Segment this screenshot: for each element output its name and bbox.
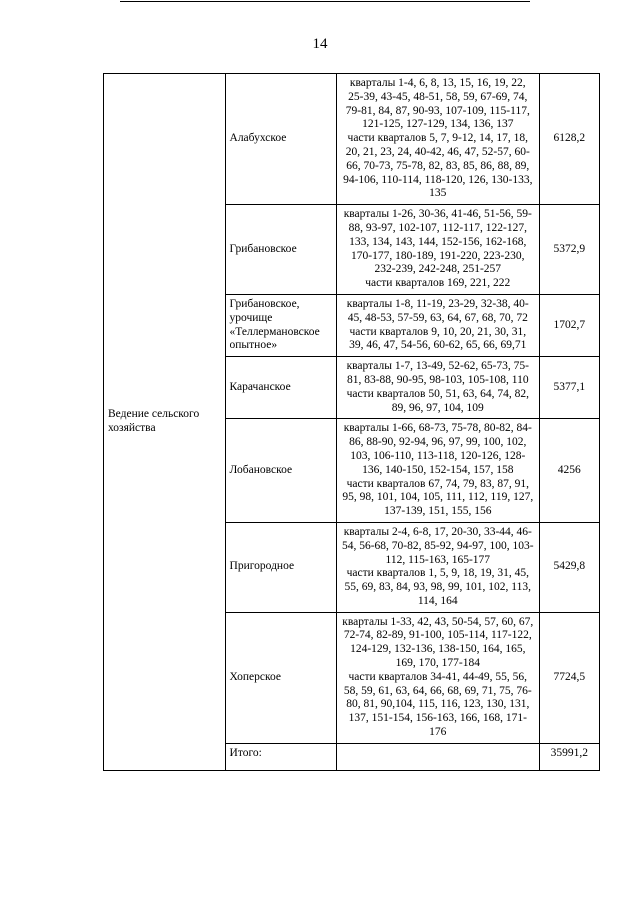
quarter-parts-list: части кварталов 9, 10, 20, 21, 30, 31, 39, 46, 47, 54-56, 60-62, 65, 66, 69,71: [349, 325, 527, 352]
total-area-value: 35991,2: [539, 743, 599, 770]
quarter-parts-list: части кварталов 5, 7, 9-12, 14, 17, 18, 20, 21, 23, 24, 40-42, 46, 47, 52-57, 60-66, 70-73, 75-78, 82, 83, 85, 86, 88, 89, 94-106, 110-114, 118-120, 126, 130-133, 135: [343, 132, 533, 200]
quarter-parts-list: части кварталов 169, 221, 222: [365, 277, 511, 290]
quarters-cell: [337, 294, 539, 356]
quarters-cell: [337, 74, 539, 205]
forestry-name: Карачанское: [225, 357, 337, 419]
area-value: 5429,8: [539, 522, 599, 612]
quarters-list: кварталы 1-7, 13-49, 52-62, 65-73, 75-81, 83-88, 90-95, 98-103, 105-108, 110: [346, 360, 529, 386]
forestry-name: Пригородное: [225, 522, 337, 612]
total-label: Итого:: [225, 743, 337, 770]
quarters-list: кварталы 1-8, 11-19, 23-29, 32-38, 40-45, 48-53, 57-59, 63, 64, 67, 68, 70, 72: [346, 297, 529, 324]
quarters-cell: [337, 612, 539, 743]
quarters-cell: [337, 419, 539, 523]
area-value: 1702,7: [539, 294, 599, 356]
quarters-list: кварталы 1-26, 30-36, 41-46, 51-56, 59-88, 93-97, 102-107, 112-117, 122-127, 133, 134, 143, 144, 152-156, 162-168, 170-177, 180-189, 191-220, 223-230, 232-239, 242-248, 251-257: [343, 208, 532, 276]
quarters-list: кварталы 2-4, 6-8, 17, 20-30, 33-44, 46-54, 56-68, 70-82, 85-92, 94-97, 100, 103-112, 115-163, 165-177: [341, 525, 534, 566]
quarters-cell: [337, 205, 539, 295]
page-number: 14: [312, 36, 328, 52]
table-row: [104, 74, 600, 205]
forestry-name: Лобановское: [225, 419, 337, 523]
area-value: 6128,2: [539, 74, 599, 205]
quarter-parts-list: части кварталов 34-41, 44-49, 55, 56, 58, 59, 61, 63, 64, 66, 68, 69, 71, 75, 76-80, 81, 90,104, 115, 116, 123, 130, 131, 137, 151-154, 156-163, 166, 168, 171-176: [343, 670, 532, 739]
forestry-name: Алабухское: [225, 74, 337, 205]
quarters-list: кварталы 1-66, 68-73, 75-78, 80-82, 84-86, 88-90, 92-94, 96, 97, 99, 100, 102, 103, 106-110, 113-118, 120-126, 128-136, 140-150, 152-154, 157, 158: [343, 422, 532, 476]
top-rule: [120, 1, 530, 2]
quarter-parts-list: части кварталов 67, 74, 79, 83, 87, 91, 95, 98, 101, 104, 105, 111, 112, 119, 127, 137-139, 151, 155, 156: [342, 477, 534, 518]
quarters-list: кварталы 1-33, 42, 43, 50-54, 57, 60, 67, 72-74, 82-89, 91-100, 105-114, 117-122, 124-129, 132-136, 138-150, 164, 165, 169, 170, 177-184: [342, 615, 534, 670]
quarters-cell: [337, 357, 539, 419]
forestry-name: Грибановское: [225, 205, 337, 295]
forestry-table: [103, 73, 600, 771]
area-value: 5377,1: [539, 357, 599, 419]
purpose-cell: Ведение сельского хозяйства: [104, 74, 226, 771]
area-value: 5372,9: [539, 205, 599, 295]
forestry-name: Хоперское: [225, 612, 337, 743]
area-value: 7724,5: [539, 612, 599, 743]
quarters-list: кварталы 1-4, 6, 8, 13, 15, 16, 19, 22, 25-39, 43-45, 48-51, 58, 59, 67-69, 74, 79-81, 84, 87, 90-93, 107-109, 115-117, 121-125, 127-129, 134, 136, 137: [345, 77, 530, 131]
quarter-parts-list: части кварталов 1, 5, 9, 18, 19, 31, 45, 55, 69, 83, 84, 93, 98, 99, 101, 102, 113, 114, 164: [344, 567, 531, 607]
total-empty-cell: [337, 743, 539, 770]
quarters-cell: [337, 522, 539, 612]
area-value: 4256: [539, 419, 599, 523]
forestry-name: Грибановское, урочище «Теллермановское опытное»: [225, 294, 337, 356]
quarter-parts-list: части кварталов 50, 51, 63, 64, 74, 82, 89, 96, 97, 104, 109: [346, 387, 529, 414]
